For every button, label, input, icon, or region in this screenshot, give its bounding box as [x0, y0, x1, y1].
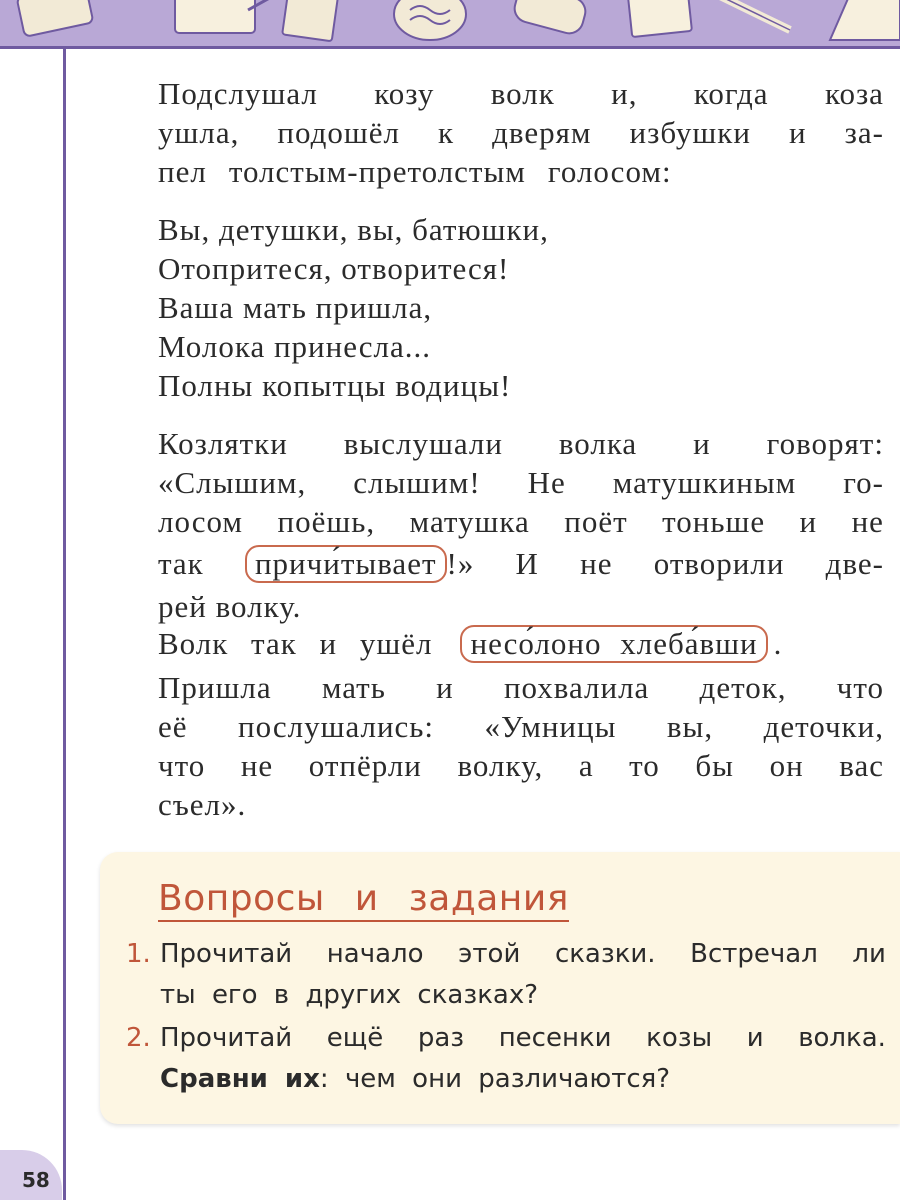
text-line — [158, 113, 884, 152]
word: начало — [326, 939, 424, 969]
word: и — [799, 504, 818, 539]
word: тоньше — [662, 504, 766, 539]
verse-line: Молока принесла... — [158, 329, 431, 364]
word: поёт — [564, 504, 628, 539]
word: го- — [843, 465, 884, 500]
word: избушки — [629, 115, 751, 150]
word: выслушали — [343, 426, 503, 461]
text-line — [158, 152, 884, 191]
word: Не — [527, 465, 566, 500]
word: две- — [825, 546, 884, 581]
question-line — [160, 1018, 886, 1059]
word: козы — [646, 1023, 713, 1053]
word: козу — [374, 76, 435, 111]
word: и — [746, 1023, 764, 1053]
word: Козлятки — [158, 426, 288, 461]
verse-line: Отопритеся, отворитеся! — [158, 251, 510, 286]
word: не — [580, 546, 613, 581]
text-line: рей волку. — [158, 589, 302, 624]
text-line — [158, 541, 884, 587]
word: что — [836, 670, 884, 705]
text-line — [158, 707, 884, 746]
word: и, — [611, 76, 638, 111]
questions-heading: Вопросы и задания — [158, 878, 569, 922]
text-fragment: Волк так и ушёл — [158, 626, 433, 661]
text-line — [158, 502, 884, 541]
question-line — [160, 934, 886, 975]
question-line — [160, 1059, 886, 1100]
word: деточки, — [763, 709, 884, 744]
word: «Умницы — [484, 709, 617, 744]
word: И — [515, 546, 539, 581]
word: ушла, — [158, 115, 240, 150]
word: волка. — [798, 1023, 886, 1053]
word: Пришла — [158, 670, 272, 705]
word: «Слышим, — [158, 465, 307, 500]
school-items-decoration-icon — [0, 0, 900, 46]
vocabulary-word-prichityvaet: причи́тывает — [245, 545, 447, 583]
word: не — [851, 504, 884, 539]
word: вас — [839, 748, 884, 783]
word: он — [769, 748, 804, 783]
word: волка — [558, 426, 638, 461]
word: а — [578, 748, 594, 783]
word: мать — [321, 670, 386, 705]
word: послушались: — [237, 709, 435, 744]
vocabulary-word-nesolono-khlebavshi: несо́лоно хлеба́вши — [460, 625, 767, 663]
word: Прочитай — [160, 1023, 293, 1053]
word: !» — [446, 546, 475, 581]
text-fragment: : чем они различаются? — [319, 1064, 671, 1094]
question-number: 2. — [126, 1023, 151, 1053]
word: деток, — [699, 670, 787, 705]
word: к — [438, 115, 455, 150]
word: съел». — [158, 787, 247, 822]
word: песенки — [498, 1023, 612, 1053]
word: бы — [695, 748, 734, 783]
text-fragment: . — [773, 626, 783, 661]
text-line — [158, 74, 884, 113]
word: слышим! — [353, 465, 481, 500]
word: пел — [158, 154, 207, 189]
word: за- — [844, 115, 884, 150]
word: похвалила — [503, 670, 650, 705]
word: матушка — [409, 504, 530, 539]
text-line — [158, 785, 884, 824]
word: сказки. — [554, 939, 656, 969]
word: и — [436, 670, 454, 705]
word: матушкиным — [612, 465, 797, 500]
text-line — [158, 746, 884, 785]
word: Прочитай — [160, 939, 293, 969]
word: волку, — [457, 748, 544, 783]
word: ещё — [326, 1023, 384, 1053]
wolf-song-verse — [158, 210, 884, 405]
word: волк — [490, 76, 555, 111]
word: говорят: — [766, 426, 884, 461]
word: и — [788, 115, 807, 150]
word: поёшь, — [277, 504, 376, 539]
text-line — [158, 668, 884, 707]
word: когда — [693, 76, 769, 111]
word: толстым-претолстым — [228, 154, 526, 189]
verse-line: Ваша мать пришла, — [158, 290, 433, 325]
word: что — [158, 748, 206, 783]
verse-line: Полны копытцы водицы! — [158, 368, 512, 403]
question-text — [160, 1018, 886, 1100]
word: голосом: — [547, 154, 672, 189]
paragraph-wolf-left — [158, 622, 884, 666]
boxed-word-group — [245, 541, 474, 587]
word: этой — [458, 939, 521, 969]
word: отпёрли — [308, 748, 422, 783]
word: подошёл — [277, 115, 400, 150]
question-line: ты его в других сказках? — [160, 980, 539, 1010]
question-text — [160, 934, 886, 1016]
questions-panel — [100, 852, 900, 1124]
text-line — [158, 622, 884, 666]
word: Встречал — [690, 939, 818, 969]
word: лосом — [158, 504, 244, 539]
paragraph-mother-praised — [158, 668, 884, 824]
word: вы, — [666, 709, 714, 744]
word: не — [240, 748, 274, 783]
word: то — [629, 748, 660, 783]
paragraph-kids-answer — [158, 424, 884, 626]
text-line — [158, 463, 884, 502]
paragraph-wolf-listened — [158, 74, 884, 191]
word: ли — [852, 939, 886, 969]
word: коза — [824, 76, 884, 111]
question-number: 1. — [126, 939, 151, 969]
text-line — [158, 424, 884, 463]
word: отворили — [653, 546, 785, 581]
word: её — [158, 709, 188, 744]
verse-line: Вы, детушки, вы, батюшки, — [158, 212, 549, 247]
left-margin-rule — [63, 46, 66, 1200]
page-number: 58 — [22, 1168, 50, 1192]
word: так — [158, 546, 204, 581]
word: раз — [417, 1023, 465, 1053]
word: дверям — [492, 115, 592, 150]
top-decorative-band — [0, 0, 900, 49]
word: Подслушал — [158, 76, 318, 111]
bold-instruction: Сравни их — [160, 1064, 320, 1094]
word: и — [693, 426, 711, 461]
